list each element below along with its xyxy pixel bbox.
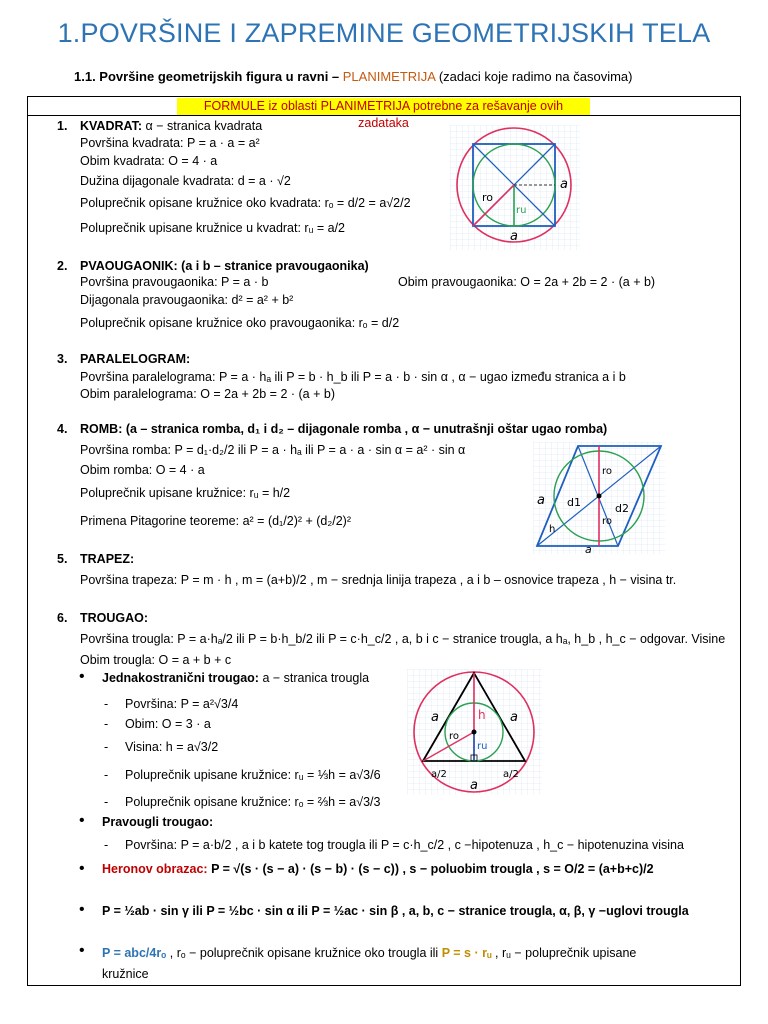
formula-line: Površina: P = a²√3/4 — [125, 697, 239, 711]
section-number: 1. — [57, 119, 68, 133]
banner-divider — [27, 115, 741, 116]
formula-line: Obim trougla: O = a + b + c — [80, 653, 232, 667]
formula-line: kružnice — [102, 967, 149, 981]
heading-rest: α − stranica kvadrata — [142, 119, 263, 133]
formula-line: Obim pravougaonika: O = 2a + 2b = 2 · (a + b) — [398, 275, 656, 289]
section-subtitle — [74, 69, 632, 84]
section-number: 6. — [57, 611, 68, 625]
section-heading — [80, 259, 369, 273]
subtitle-highlight: PLANIMETRIJA — [342, 69, 436, 84]
label-side-right: a — [560, 177, 568, 192]
dash-marker: - — [104, 838, 109, 852]
dash-marker: - — [104, 717, 109, 731]
subtitle-prefix: 1.1. Površine geometrijskih figura u ravni – — [74, 69, 343, 84]
heading-label: KVADRAT: — [80, 119, 143, 133]
formula-line: Površina romba: P = d₁·d₂/2 ili P = a · hₐ ili P = a · a · sin α = a² · sin α — [80, 443, 466, 457]
formula-line: Površina kvadrata: P = a · a = a² — [80, 136, 260, 150]
triangle-diagram — [407, 669, 542, 795]
section-number: 5. — [57, 552, 68, 566]
section-heading: TRAPEZ: — [80, 552, 135, 566]
formula-line: Poluprečnik opisane kružnice: rₒ = ⅔h = a√3/3 — [125, 795, 381, 809]
heading-label: Jednakostranični trougao: — [102, 671, 259, 685]
formula-line: Poluprečnik opisane kružnice oko pravougaonika: rₒ = d/2 — [80, 316, 400, 330]
heron-formula — [102, 862, 654, 876]
section-heading — [80, 119, 262, 133]
formula-line: Površina pravougaonika: P = a · b — [80, 275, 269, 289]
label-ro: ro — [449, 731, 460, 742]
formula-sru: P = s · rᵤ — [441, 946, 492, 960]
formula-line: Površina trapeza: P = m · h , m = (a+b)/2 , m − srednja linija trapeza , a i b – osnovice trapeza , h − visina tr. — [80, 573, 677, 587]
subtitle-suffix: (zadaci koje radimo na časovima) — [435, 69, 633, 84]
formula-line: Površina trougla: P = a·hₐ/2 ili P = b·h_b/2 ili P = c·h_c/2 , a, b i c − stranice trougla, a hₐ, h_b , h_c − odgovar. Visine — [80, 632, 726, 646]
square-diagram — [450, 125, 580, 250]
label-h: h — [549, 524, 556, 535]
subsection-heading — [102, 671, 369, 685]
formula-banner: FORMULE iz oblasti PLANIMETRIJA potrebne za rešavanje ovih zadataka — [177, 98, 590, 115]
label-side-a: a — [537, 493, 545, 508]
formula-line: Poluprečnik upisane kružnice: rᵤ = ⅓h = a√3/6 — [125, 768, 381, 782]
dash-marker: - — [104, 795, 109, 809]
label-ru: ru — [516, 205, 527, 216]
subsection-heading: Pravougli trougao: — [102, 815, 214, 829]
formula-line: Poluprečnik upisane kružnice: rᵤ = h/2 — [80, 486, 291, 500]
formula-line: Obim paralelograma: O = 2a + 2b = 2 · (a + b) — [80, 387, 335, 401]
label-ro: ro — [482, 191, 494, 204]
heron-rest: P = √(s · (s − a) · (s − b) · (s − c)) , s − poluobim trougla , s = O/2 = (a+b+c)/2 — [207, 862, 654, 876]
section-number: 4. — [57, 422, 68, 436]
label-r-top: ro — [602, 466, 613, 477]
formula-text: , rₒ − poluprečnik opisane kružnice oko trougla ili — [166, 946, 442, 960]
dash-marker: - — [104, 740, 109, 754]
page-title: 1.POVRŠINE I ZAPREMINE GEOMETRIJSKIH TELA — [57, 18, 711, 48]
formula-line: Obim romba: O = 4 · a — [80, 463, 205, 477]
section-number: 3. — [57, 352, 68, 366]
label-side-right: a — [510, 710, 518, 725]
label-side-a-bottom: a — [585, 543, 592, 554]
bullet: • — [79, 668, 85, 685]
heading-label: PVAOUGAONIK: — [80, 259, 178, 273]
formula-line: Poluprečnik opisane kružnice oko kvadrata: rₒ = d/2 = a√2/2 — [80, 196, 411, 210]
circumradius-formula — [102, 946, 636, 960]
heading-rest: (a – stranica romba, d₁ i d₂ – dijagonale romba , α − unutrašnji oštar ugao romba) — [122, 422, 608, 436]
label-side-bottom: a — [470, 778, 478, 793]
dash-marker: - — [104, 697, 109, 711]
dash-marker: - — [104, 768, 109, 782]
bullet: • — [79, 942, 85, 959]
formula-line: Obim kvadrata: O = 4 · a — [80, 154, 218, 168]
formula-line: Obim: O = 3 · a — [125, 717, 211, 731]
heading-label: ROMB: — [80, 422, 123, 436]
formula-line: Poluprečnik upisane kružnice u kvadrat: rᵤ = a/2 — [80, 221, 345, 235]
bullet: • — [79, 860, 85, 877]
formula-line: Primena Pitagorine teoreme: a² = (d₁/2)² + (d₂/2)² — [80, 514, 351, 528]
label-half-left: a/2 — [431, 769, 447, 780]
rhombus-diagram — [533, 442, 665, 554]
formula-line: Površina paralelograma: P = a · hₐ ili P = b · h_b ili P = a · b · sin α , α − ugao između stranica a i b — [80, 370, 626, 384]
bullet: • — [79, 901, 85, 918]
sine-area-formula: P = ½ab · sin γ ili P = ½bc · sin α ili P = ½ac · sin β , a, b, c − stranice trougla, α, β, γ −uglovi trougla — [102, 904, 689, 918]
label-h: h — [478, 708, 486, 722]
label-ru: ru — [477, 741, 488, 752]
formula-line: Dužina dijagonale kvadrata: d = a · √2 — [80, 174, 291, 188]
formula-line: Površina: P = a·b/2 , a i b katete tog trougla ili P = c·h_c/2 , c −hipotenuza , h_c − hipotenuzina visina — [125, 838, 684, 852]
section-number: 2. — [57, 259, 68, 273]
label-d2: d2 — [615, 502, 629, 515]
label-side-bottom: a — [510, 229, 518, 244]
heading-rest: (a i b – stranice pravougaonika) — [177, 259, 369, 273]
section-heading: TROUGAO: — [80, 611, 149, 625]
label-half-right: a/2 — [503, 769, 519, 780]
label-side-left: a — [431, 710, 439, 725]
section-heading: PARALELOGRAM: — [80, 352, 191, 366]
heron-label: Heronov obrazac: — [102, 862, 208, 876]
formula-line: Visina: h = a√3/2 — [125, 740, 219, 754]
formula-abc: P = abc/4rₒ — [102, 946, 167, 960]
label-r-bottom: ro — [602, 516, 613, 527]
formula-line: Dijagonala pravougaonika: d² = a² + b² — [80, 293, 294, 307]
bullet: • — [79, 812, 85, 829]
heading-rest: a − stranica trougla — [258, 671, 370, 685]
formula-text-2: , rᵤ − poluprečnik upisane — [491, 946, 637, 960]
section-heading — [80, 422, 607, 436]
label-d1: d1 — [567, 496, 581, 509]
